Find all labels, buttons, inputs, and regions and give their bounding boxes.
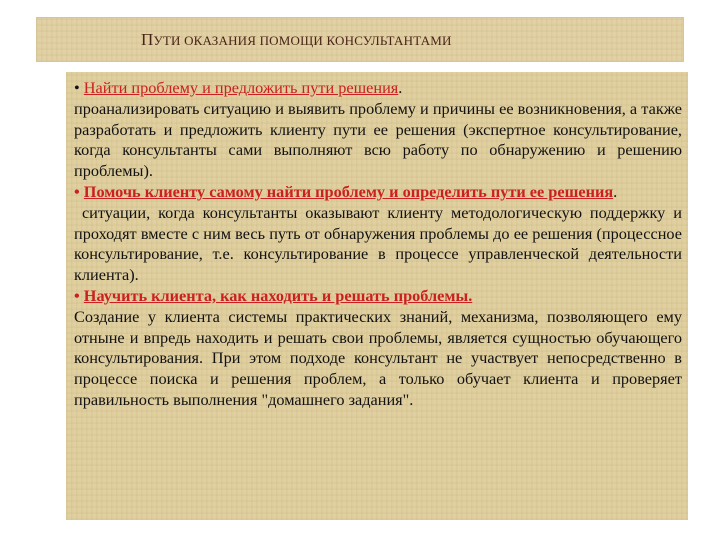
slide-title-rest: УТИ ОКАЗАНИЯ ПОМОЩИ КОНСУЛЬТАНТАМИ bbox=[153, 33, 452, 48]
bullet-1: • bbox=[74, 78, 80, 97]
section-3-body: Создание у клиента системы практических знаний, механизма, позволяющего ему отныне и впредь находить и решать свои проблемы, является сущностью обучающего консультирования. При этом подходе консультант не участвует непосредственно в процессе поиска и решения проблем, а только обучает клиента и проверяет правильность выполнения "домашнего задания". bbox=[74, 306, 682, 409]
content-body bbox=[74, 78, 687, 411]
content-panel bbox=[66, 72, 688, 520]
section-2-heading: Помочь клиенту самому найти проблему и определить пути ее решения bbox=[83, 181, 614, 201]
section-1-heading-line bbox=[74, 78, 682, 99]
slide-title-first-letter: П bbox=[141, 30, 154, 49]
section-1-body: проанализировать ситуацию и выявить проблему и причины ее возникновения, а также разработать и предложить клиенту пути ее решения (экспертное консультирование, когда консультанты сами выполняют всю работу по обнаружению и решению проблемы). bbox=[74, 98, 682, 181]
title-bar bbox=[36, 17, 684, 62]
section-3-heading-line bbox=[74, 286, 682, 307]
slide-title bbox=[141, 30, 452, 50]
section-3-heading: Научить клиента, как находить и решать проблемы. bbox=[83, 285, 473, 305]
section-1-heading-suffix: . bbox=[398, 78, 403, 97]
section-2-body: ситуации, когда консультанты оказывают клиенту методологическую поддержку и проходят вместе с ним весь путь от обнаружения проблемы до ее решения (процессное консультирование, т.е. консультирование в процессе управленческой деятельности клиента). bbox=[74, 202, 687, 285]
section-2-heading-suffix: . bbox=[613, 181, 618, 201]
section-1-heading: Найти проблему и предложить пути решения bbox=[83, 78, 399, 97]
bullet-2: • bbox=[74, 181, 80, 201]
section-2-heading-line bbox=[74, 182, 682, 203]
bullet-3: • bbox=[74, 285, 80, 305]
